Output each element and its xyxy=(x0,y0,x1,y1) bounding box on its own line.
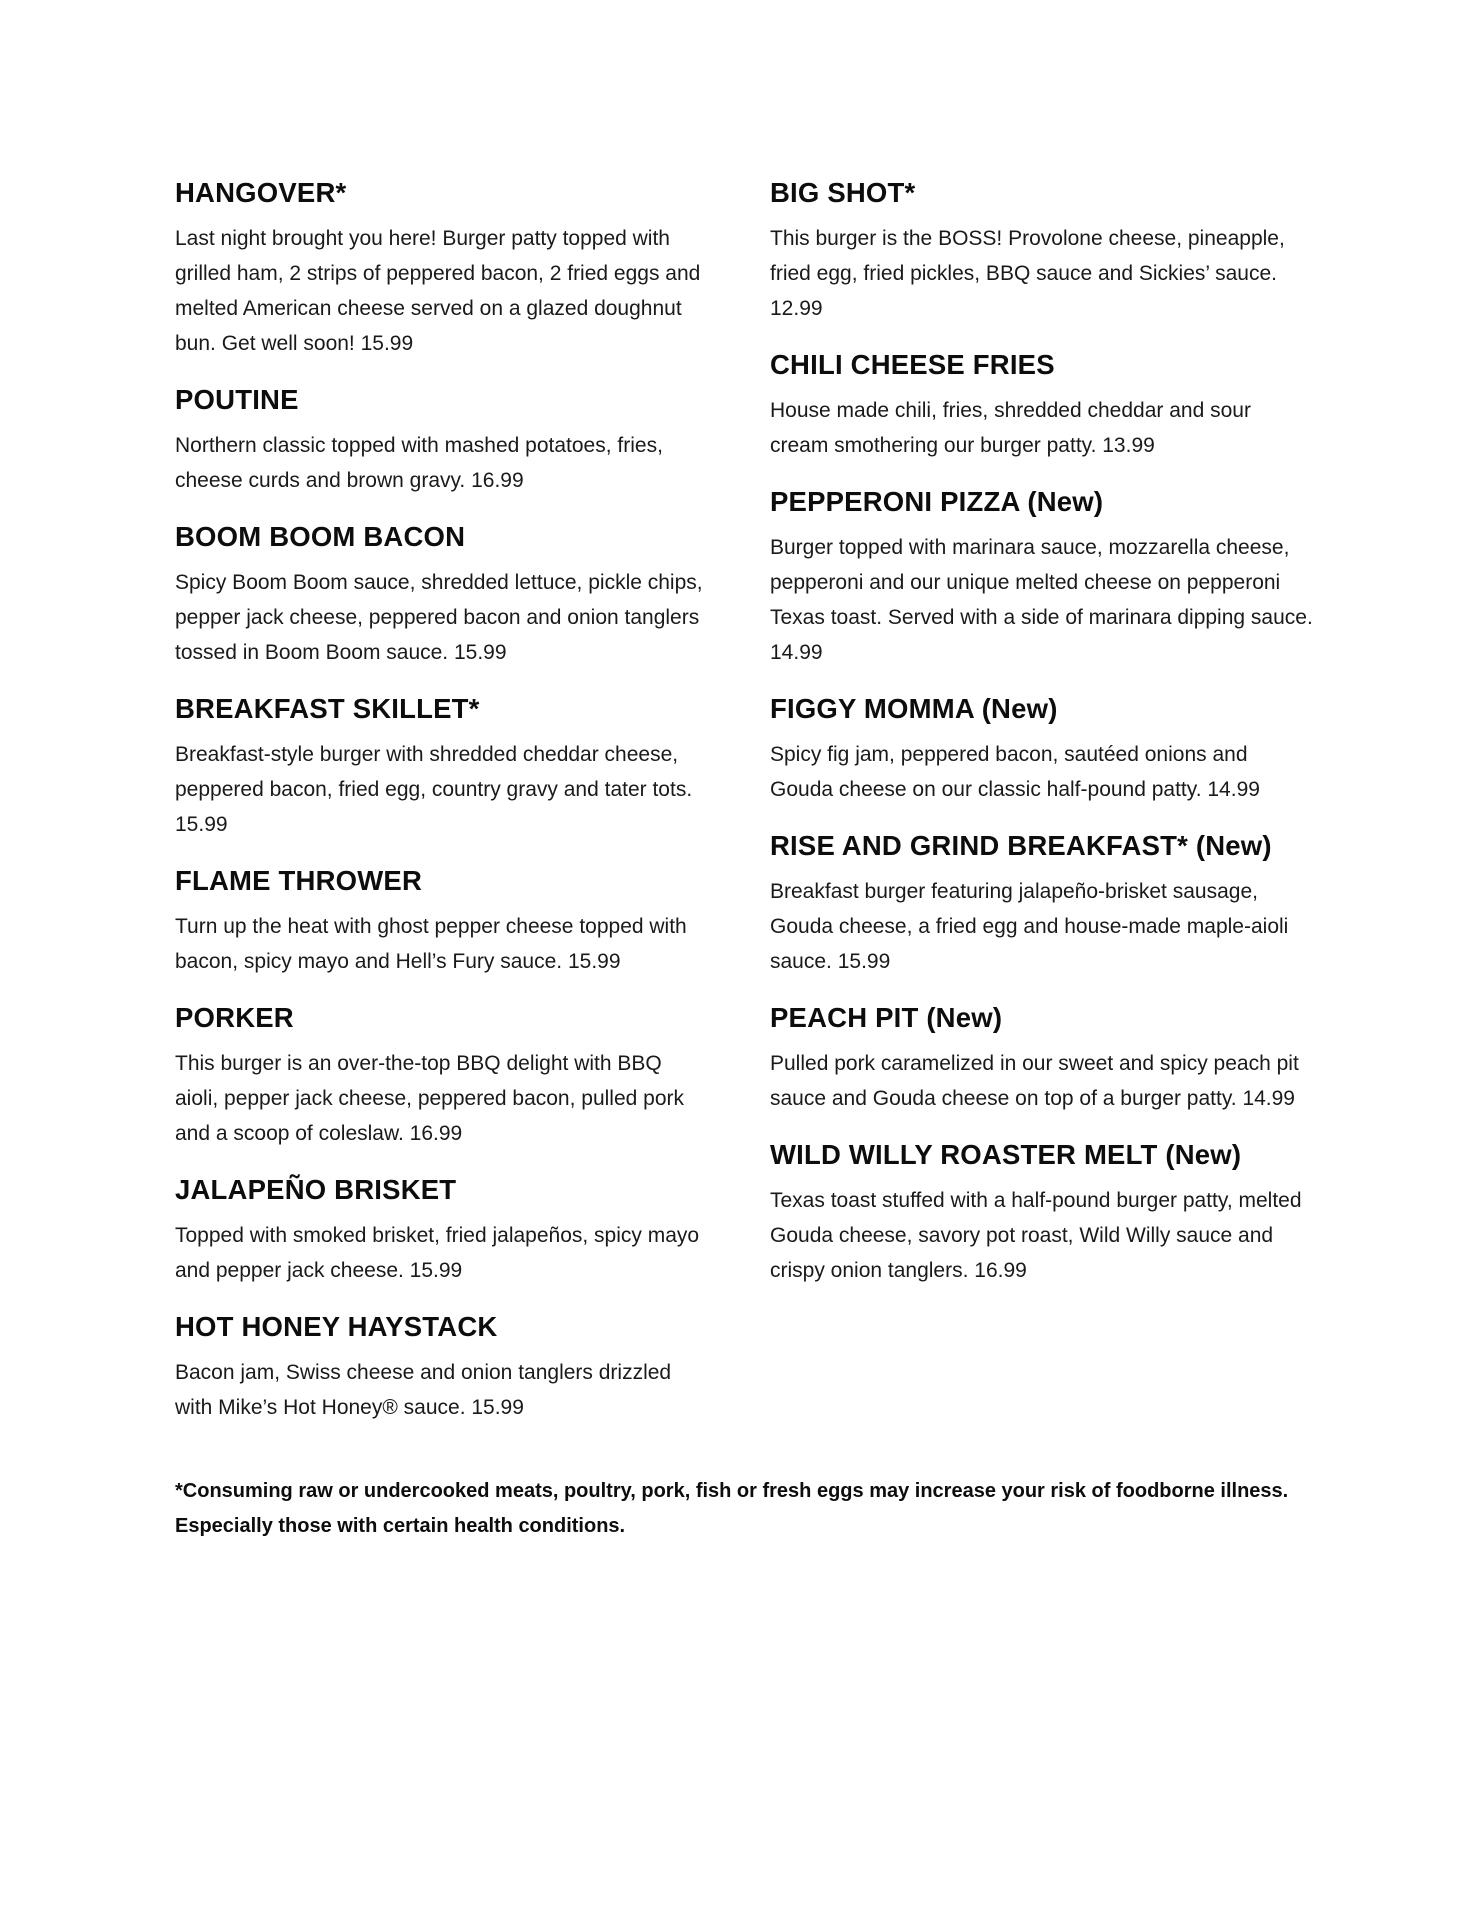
menu-item xyxy=(770,692,1315,807)
menu-item-name: RISE AND GRIND BREAKFAST* (New) xyxy=(770,830,1272,861)
menu-item xyxy=(770,829,1315,979)
menu-item-name: BOOM BOOM BACON xyxy=(175,521,466,552)
menu-item-name: HOT HONEY HAYSTACK xyxy=(175,1311,498,1342)
menu-item-name: BREAKFAST SKILLET* xyxy=(175,693,480,724)
menu-item xyxy=(175,176,705,361)
menu-item xyxy=(175,1173,705,1288)
menu-item-description: Northern classic topped with mashed potatoes, fries, cheese curds and brown gravy. 16.99 xyxy=(175,434,663,492)
menu-column-right xyxy=(770,176,1315,1447)
disclaimer-line: *Consuming raw or undercooked meats, poultry, pork, fish or fresh eggs may increase your risk of foodborne illness. xyxy=(175,1480,1289,1502)
menu-item-description: Last night brought you here! Burger patty topped with grilled ham, 2 strips of peppered bacon, 2 fried eggs and melted American cheese served on a glazed doughnut bun. Get well soon! 15.99 xyxy=(175,227,701,355)
menu-item xyxy=(175,1001,705,1151)
food-safety-disclaimer xyxy=(175,1474,1325,1544)
menu-item-description: Turn up the heat with ghost pepper cheese topped with bacon, spicy mayo and Hell’s Fury sauce. 15.99 xyxy=(175,915,687,973)
menu-item-description: House made chili, fries, shredded cheddar and sour cream smothering our burger patty. 13.99 xyxy=(770,399,1251,457)
menu-item-name: HANGOVER* xyxy=(175,177,347,208)
menu-item-description: This burger is the BOSS! Provolone cheese, pineapple, fried egg, fried pickles, BBQ sauce and Sickies’ sauce. 12.99 xyxy=(770,227,1285,320)
menu-item-name: BIG SHOT* xyxy=(770,177,916,208)
menu-item-description: Pulled pork caramelized in our sweet and spicy peach pit sauce and Gouda cheese on top of a burger patty. 14.99 xyxy=(770,1052,1299,1110)
menu-item xyxy=(175,864,705,979)
menu-item-description: Breakfast-style burger with shredded cheddar cheese, peppered bacon, fried egg, country gravy and tater tots. 15.99 xyxy=(175,743,693,836)
menu-item-name: FLAME THROWER xyxy=(175,865,423,896)
menu-column-left xyxy=(175,176,705,1447)
menu-item-description: Spicy Boom Boom sauce, shredded lettuce, pickle chips, pepper jack cheese, peppered bacon and onion tanglers tossed in Boom Boom sauce. 15.99 xyxy=(175,571,703,664)
menu-item-name: CHILI CHEESE FRIES xyxy=(770,349,1055,380)
menu-columns xyxy=(175,176,1315,1447)
disclaimer-line: Especially those with certain health conditions. xyxy=(175,1515,626,1537)
menu-item-name: POUTINE xyxy=(175,384,299,415)
menu-item xyxy=(175,520,705,670)
menu-item-description: Texas toast stuffed with a half-pound burger patty, melted Gouda cheese, savory pot roast, Wild Willy sauce and crispy onion tanglers. 16.99 xyxy=(770,1189,1302,1282)
menu-item-name: FIGGY MOMMA (New) xyxy=(770,693,1058,724)
menu-item xyxy=(770,176,1315,326)
menu-item-description: Bacon jam, Swiss cheese and onion tanglers drizzled with Mike’s Hot Honey® sauce. 15.99 xyxy=(175,1361,672,1419)
menu-item xyxy=(175,383,705,498)
menu-item-name: PEPPERONI PIZZA (New) xyxy=(770,486,1104,517)
menu-item xyxy=(770,485,1315,670)
menu-item xyxy=(175,1310,705,1425)
menu-item-name: PORKER xyxy=(175,1002,294,1033)
menu-item xyxy=(770,1001,1315,1116)
menu-item-name: WILD WILLY ROASTER MELT (New) xyxy=(770,1139,1242,1170)
menu-item-description: Spicy fig jam, peppered bacon, sautéed onions and Gouda cheese on our classic half-pound patty. 14.99 xyxy=(770,743,1260,801)
menu-item-description: Burger topped with marinara sauce, mozzarella cheese, pepperoni and our unique melted cheese on pepperoni Texas toast. Served with a side of marinara dipping sauce. 14.99 xyxy=(770,536,1313,664)
menu-item-name: JALAPEÑO BRISKET xyxy=(175,1174,457,1205)
menu-item-description: Topped with smoked brisket, fried jalapeños, spicy mayo and pepper jack cheese. 15.99 xyxy=(175,1224,700,1282)
menu-item xyxy=(175,692,705,842)
menu-item-description: This burger is an over-the-top BBQ delight with BBQ aioli, pepper jack cheese, peppered bacon, pulled pork and a scoop of coleslaw. 16.99 xyxy=(175,1052,685,1145)
menu-item xyxy=(770,348,1315,463)
menu-item xyxy=(770,1138,1315,1288)
menu-item-description: Breakfast burger featuring jalapeño-brisket sausage, Gouda cheese, a fried egg and house-made maple-aioli sauce. 15.99 xyxy=(770,880,1289,973)
menu-item-name: PEACH PIT (New) xyxy=(770,1002,1003,1033)
